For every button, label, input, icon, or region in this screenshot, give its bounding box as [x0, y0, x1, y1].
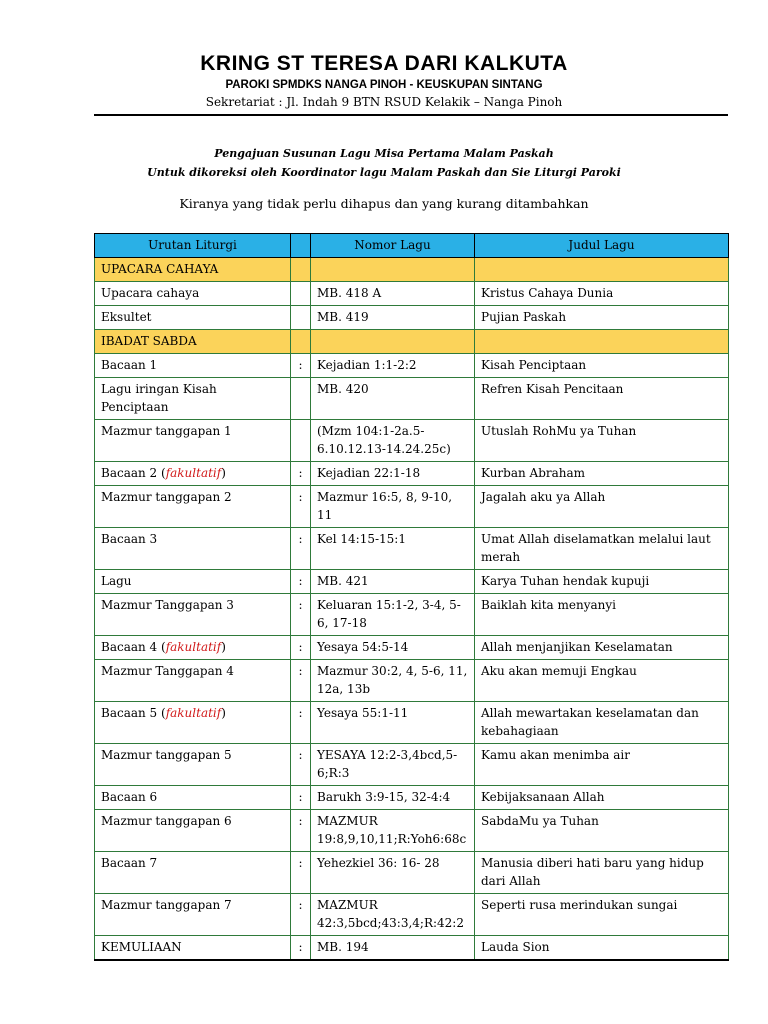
liturgi-cell: Eksultet [95, 306, 291, 330]
section-row-ibadat-sabda [95, 330, 729, 354]
liturgi-cell: KEMULIAAN [95, 936, 291, 961]
nomor-cell: Kejadian 22:1-18 [311, 462, 475, 486]
separator-cell: : [291, 528, 311, 570]
separator-cell: : [291, 744, 311, 786]
judul-cell: Lauda Sion [475, 936, 729, 961]
judul-cell: Manusia diberi hati baru yang hidup dari Allah [475, 852, 729, 894]
nomor-cell: Mazmur 16:5, 8, 9-10, 11 [311, 486, 475, 528]
judul-cell: Allah menjanjikan Keselamatan [475, 636, 729, 660]
separator-cell [291, 306, 311, 330]
separator-cell: : [291, 786, 311, 810]
nomor-cell: Yesaya 54:5-14 [311, 636, 475, 660]
nomor-cell: MB. 419 [311, 306, 475, 330]
table-row [95, 702, 729, 744]
table-row [95, 354, 729, 378]
column-header-spacer [291, 234, 311, 258]
table-row [95, 852, 729, 894]
nomor-cell: Yehezkiel 36: 16- 28 [311, 852, 475, 894]
liturgi-cell: Bacaan 7 [95, 852, 291, 894]
liturgi-cell: Upacara cahaya [95, 282, 291, 306]
table-row [95, 306, 729, 330]
nomor-cell: Yesaya 55:1-11 [311, 702, 475, 744]
nomor-cell: Barukh 3:9-15, 32-4:4 [311, 786, 475, 810]
table-row [95, 786, 729, 810]
instruction-note: Kiranya yang tidak perlu dihapus dan yang kurang ditambahkan [179, 196, 589, 211]
section-title: IBADAT SABDA [95, 330, 291, 354]
table-row [95, 936, 729, 961]
liturgi-cell: Mazmur Tanggapan 4 [95, 660, 291, 702]
judul-cell: Kisah Penciptaan [475, 354, 729, 378]
liturgi-cell: Mazmur tanggapan 5 [95, 744, 291, 786]
judul-cell: Kamu akan menimba air [475, 744, 729, 786]
liturgi-cell: Bacaan 3 [95, 528, 291, 570]
separator-cell: : [291, 660, 311, 702]
table-row [95, 594, 729, 636]
table-row [95, 744, 729, 786]
judul-cell: Utuslah RohMu ya Tuhan [475, 420, 729, 462]
section-row-upacara-cahaya [95, 258, 729, 282]
parish-subtitle: PAROKI SPMDKS NANGA PINOH - KEUSKUPAN SINTANG [225, 79, 543, 91]
table-row [95, 894, 729, 936]
nomor-cell: (Mzm 104:1-2a.5-6.10.12.13-14.24.25c) [311, 420, 475, 462]
liturgi-cell: Bacaan 2 (fakultatif) [95, 462, 291, 486]
nomor-cell: YESAYA 12:2-3,4bcd,5-6;R:3 [311, 744, 475, 786]
table-row [95, 570, 729, 594]
separator-cell: : [291, 594, 311, 636]
request-line-2: Untuk dikoreksi oleh Koordinator lagu Malam Paskah dan Sie Liturgi Paroki [147, 166, 621, 179]
liturgi-cell: Mazmur Tanggapan 3 [95, 594, 291, 636]
judul-cell: Refren Kisah Pencitaan [475, 378, 729, 420]
table-row [95, 528, 729, 570]
secretariat-address: Sekretariat : Jl. Indah 9 BTN RSUD Kelakik – Nanga Pinoh [205, 95, 563, 109]
liturgi-cell: Bacaan 1 [95, 354, 291, 378]
fakultatif-label: fakultatif [165, 466, 222, 480]
judul-cell: Jagalah aku ya Allah [475, 486, 729, 528]
nomor-cell: MB. 421 [311, 570, 475, 594]
nomor-cell: Mazmur 30:2, 4, 5-6, 11, 12a, 13b [311, 660, 475, 702]
fakultatif-label: fakultatif [165, 706, 222, 720]
judul-cell: Allah mewartakan keselamatan dan kebahagiaan [475, 702, 729, 744]
table-row [95, 282, 729, 306]
liturgy-table [94, 233, 729, 961]
separator-cell [291, 378, 311, 420]
table-row [95, 660, 729, 702]
header-divider [94, 114, 728, 116]
judul-cell: Kebijaksanaan Allah [475, 786, 729, 810]
separator-cell [291, 420, 311, 462]
separator-cell: : [291, 894, 311, 936]
letterhead [0, 52, 768, 110]
liturgi-cell: Bacaan 4 (fakultatif) [95, 636, 291, 660]
nomor-cell: Kel 14:15-15:1 [311, 528, 475, 570]
judul-cell: Kristus Cahaya Dunia [475, 282, 729, 306]
liturgi-cell: Mazmur tanggapan 1 [95, 420, 291, 462]
nomor-cell: MAZMUR 19:8,9,10,11;R:Yoh6:68c [311, 810, 475, 852]
column-header-liturgi: Urutan Liturgi [95, 234, 291, 258]
request-line-1: Pengajuan Susunan Lagu Misa Pertama Malam Paskah [214, 147, 554, 160]
nomor-cell: MAZMUR 42:3,5bcd;43:3,4;R:42:2 [311, 894, 475, 936]
nomor-cell: Keluaran 15:1-2, 3-4, 5-6, 17-18 [311, 594, 475, 636]
separator-cell: : [291, 810, 311, 852]
separator-cell: : [291, 462, 311, 486]
section-title: UPACARA CAHAYA [95, 258, 291, 282]
judul-cell: Pujian Paskah [475, 306, 729, 330]
liturgi-cell: Lagu iringan Kisah Penciptaan [95, 378, 291, 420]
liturgi-cell: Mazmur tanggapan 2 [95, 486, 291, 528]
liturgi-cell: Mazmur tanggapan 7 [95, 894, 291, 936]
liturgi-cell: Mazmur tanggapan 6 [95, 810, 291, 852]
column-header-nomor: Nomor Lagu [311, 234, 475, 258]
table-row [95, 462, 729, 486]
separator-cell: : [291, 636, 311, 660]
judul-cell: Umat Allah diselamatkan melalui laut merah [475, 528, 729, 570]
liturgi-cell: Bacaan 5 (fakultatif) [95, 702, 291, 744]
separator-cell: : [291, 354, 311, 378]
table-row [95, 636, 729, 660]
separator-cell: : [291, 936, 311, 961]
table-header-row [95, 234, 729, 258]
separator-cell: : [291, 702, 311, 744]
separator-cell: : [291, 486, 311, 528]
table-row [95, 420, 729, 462]
table-row [95, 810, 729, 852]
nomor-cell: MB. 194 [311, 936, 475, 961]
nomor-cell: MB. 420 [311, 378, 475, 420]
request-heading [0, 144, 768, 182]
judul-cell: Seperti rusa merindukan sungai [475, 894, 729, 936]
table-row [95, 486, 729, 528]
nomor-cell: MB. 418 A [311, 282, 475, 306]
separator-cell: : [291, 570, 311, 594]
judul-cell: Kurban Abraham [475, 462, 729, 486]
liturgi-cell: Lagu [95, 570, 291, 594]
separator-cell [291, 282, 311, 306]
judul-cell: SabdaMu ya Tuhan [475, 810, 729, 852]
liturgi-cell: Bacaan 6 [95, 786, 291, 810]
organization-title: KRING ST TERESA DARI KALKUTA [200, 52, 568, 75]
judul-cell: Aku akan memuji Engkau [475, 660, 729, 702]
judul-cell: Baiklah kita menyanyi [475, 594, 729, 636]
nomor-cell: Kejadian 1:1-2:2 [311, 354, 475, 378]
fakultatif-label: fakultatif [165, 640, 222, 654]
column-header-judul: Judul Lagu [475, 234, 729, 258]
separator-cell: : [291, 852, 311, 894]
table-row [95, 378, 729, 420]
judul-cell: Karya Tuhan hendak kupuji [475, 570, 729, 594]
